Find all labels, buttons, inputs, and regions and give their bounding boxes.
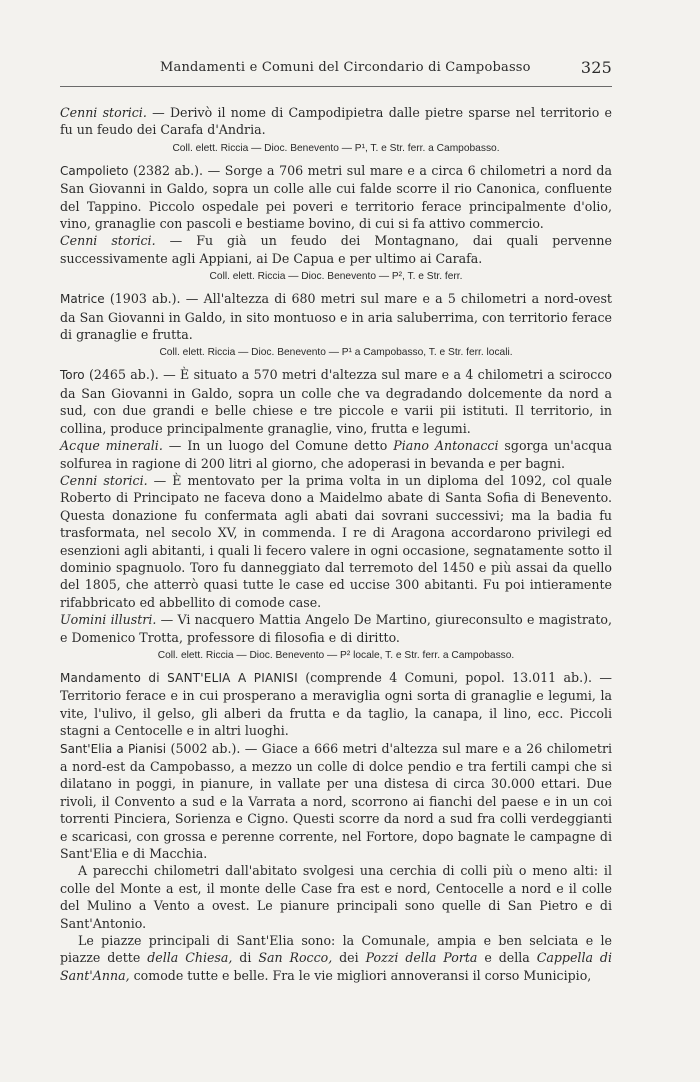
running-title: Mandamenti e Comuni del Circondario di Campobasso [160, 60, 531, 75]
place-name: della Chiesa, [147, 950, 233, 966]
paragraph-santelia-hills [60, 862, 612, 932]
commune-name: Toro [60, 368, 85, 383]
place-name: Cappella di Sant'Anna, [60, 950, 612, 983]
paragraph-matrice [60, 290, 612, 343]
paragraph-toro-people [60, 611, 612, 646]
place-name: San Rocco, [258, 950, 333, 966]
commune-name: Matrice [60, 292, 105, 307]
header-rule [60, 86, 612, 87]
paragraph-text: di [232, 950, 259, 966]
paragraph-text: — Vi nacquero Mattia Angelo De Martino, giureconsulto e magistrato, e Domenico Trotta, professore di filosofia e di diritto. [60, 612, 613, 645]
paragraph-toro-waters [60, 437, 612, 472]
paragraph-campolieto-history [60, 232, 612, 267]
mandamento-name: Mandamento di SANT'ELIA A PIANISI [60, 670, 298, 685]
section-lead: Uomini illustri. [60, 612, 157, 628]
paragraph-text: e della [477, 950, 537, 966]
paragraph-text: — Fu già un feudo dei Montagnano, dai quali pervenne successivamente agli Appiani, ai De Capua e per ultimo ai Carafa. [60, 233, 612, 266]
admin-note: Coll. elett. Riccia — Dioc. Benevento — P² locale, T. e Str. ferr. a Campobasso. [157, 649, 515, 661]
paragraph-mandamento [60, 669, 612, 740]
paragraph-text: comode tutte e belle. Fra le vie migliori annoveransi il corso Municipio, [129, 967, 592, 983]
paragraph-toro-history [60, 472, 612, 611]
admin-note: Coll. elett. Riccia — Dioc. Benevento — P¹ a Campobasso, T. e Str. ferr. locali. [159, 347, 513, 359]
section-lead: Acque minerali. [60, 438, 163, 454]
admin-note: Coll. elett. Riccia — Dioc. Benevento — P¹, T. e Str. ferr. a Campobasso. [172, 142, 500, 154]
commune-name: Sant'Elia a Pianisi [60, 741, 167, 756]
paragraph-santelia [60, 740, 612, 863]
running-header [60, 58, 612, 82]
place-name: Piano Antonacci [393, 438, 499, 454]
paragraph-campolieto [60, 162, 612, 233]
paragraph-text: (1903 ab.). — All'altezza di 680 metri sul mare e a 5 chilometri a nord-ovest da San Giovanni in Galdo, in sito montuoso e in aria saluberrima, con territorio ferace di granaglie e frutta. [60, 291, 612, 343]
paragraph-text: (5002 ab.). — Giace a 666 metri d'altezza sul mare e a 26 chilometri a nord-est da Campobasso, a mezzo un colle di dolce pendio e tra fertili campi che si dilatano in poggi, in pianure, in vallate per una distesa di circa 30.000 ettari. Due rivoli, il Convento a sud e la Varrata a nord, scorrono ai fianchi del paese e in un coi torrenti Pinciera, Sorienza e Cigno. Questi scorre da nord a sud fra colli verdeggianti e scaricasi, con grossa e perenne corrente, nel Fortore, dopo bagnate le campagne di Sant'Elia e di Macchia. [60, 740, 612, 862]
admin-note: Coll. elett. Riccia — Dioc. Benevento — P², T. e Str. ferr. [209, 271, 463, 283]
paragraph-text: sgorga un'acqua solfurea in ragione di 200 litri al giorno, che adoperasi in bevanda e per bagni. [60, 438, 612, 471]
commune-name: Campolieto [60, 163, 129, 178]
paragraph-text: A parecchi chilometri dall'abitato svolgesi una cerchia di colli più o meno alti: il colle del Monte a est, il monte delle Case fra est e nord, Centocelle a nord e il colle del Mulino a Vento a ovest. Le pianure principali sono quelle di San Pietro e di Sant'Antonio. [60, 863, 612, 931]
page-body [60, 104, 612, 984]
paragraph-text: — In un luogo del Comune detto [162, 438, 394, 454]
paragraph-text: (comprende 4 Comuni, popol. 13.011 ab.). — Territorio ferace e in cui prosperano a meraviglia ogni sorta di granaglie e legumi, la vite, l'ulivo, il gelso, gli alberi da frutta e da taglio, la canapa, il lino, ecc. Piccoli stagni a Centocelle e in altri luoghi. [60, 669, 612, 739]
place-name: Pozzi della Porta [365, 950, 478, 966]
paragraph-text: dei [332, 950, 366, 966]
paragraph-text: Le piazze principali di Sant'Elia sono: la Comunale, ampia e ben selciata e le piazze dette [60, 933, 612, 966]
paragraph-toro [60, 366, 612, 437]
section-lead: Cenni storici. [60, 233, 156, 249]
section-lead: Cenni storici. [60, 472, 148, 488]
paragraph-santelia-squares [60, 932, 612, 984]
section-lead: Cenni storici. [60, 105, 147, 120]
paragraph-text: (2382 ab.). — Sorge a 706 metri sul mare e a circa 6 chilometri a nord da San Giovanni in Galdo, sopra un colle alle cui falde scorre il rio Canonica, confluente del Tappino. Piccolo ospedale pei poveri e territorio ferace principalmente d'olio, vino, granaglie con pascoli e bestiame bovino, di cui si fa attivo commercio. [60, 162, 612, 232]
paragraph-campodipietra-history [60, 104, 612, 139]
paragraph-text: — Derivò il nome di Campodipietra dalle pietre sparse nel territorio e fu un feudo dei Carafa d'Andria. [60, 105, 612, 138]
paragraph-text: (2465 ab.). — È situato a 570 metri d'altezza sul mare e a 4 chilometri a scirocco da San Giovanni in Galdo, sopra un colle che va degradando dolcemente da nord a sud, con due grandi e belle chiese e tre piccole e varii pii istituti. Il territorio, in collina, produce principalmente granaglie, vino, frutta e legumi. [60, 367, 612, 436]
paragraph-text: — È mentovato per la prima volta in un diploma del 1092, col quale Roberto di Principato ne faceva dono a Maidelmo abate di Santa Sofia di Benevento. Questa donazione fu confermata agli abati dai sovrani successivi; ma la badia fu trasformata, nel secolo XV, in commenda. I re di Aragona accordarono privilegi ed esenzioni agli abitanti, i quali li fecero valere in ogni occasione, segnatamente sotto il dominio spagnuolo. Toro fu danneggiato dal terremoto del 1450 e più assai da quello del 1805, che atterrò quasi tutte le case ed uccise 300 abitanti. Fu poi intieramente rifabbricato ed abbellito di comode case. [60, 472, 612, 610]
page-number: 325 [580, 58, 612, 77]
